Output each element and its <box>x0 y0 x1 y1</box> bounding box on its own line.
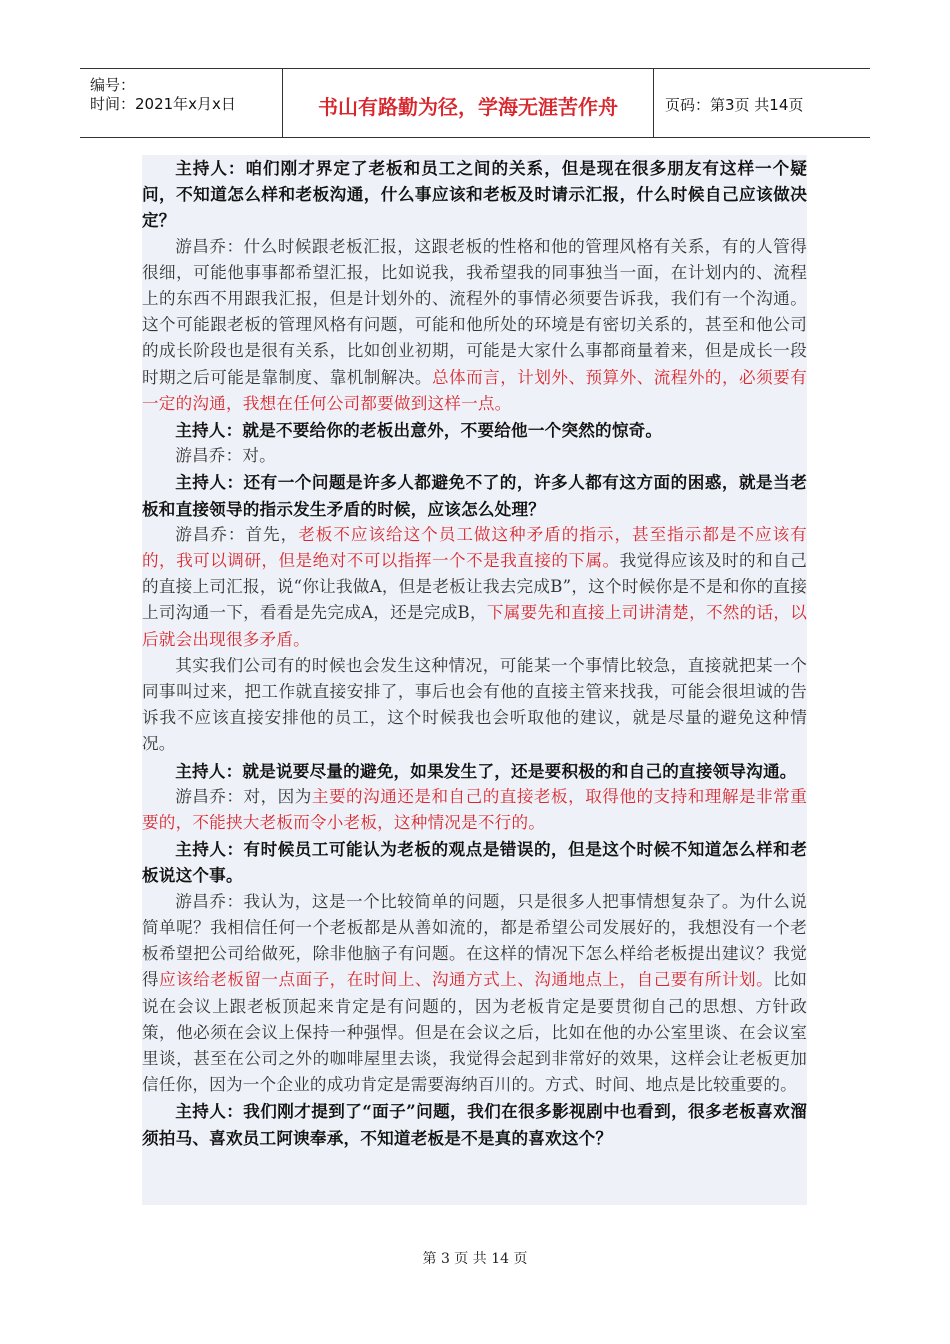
guest-answer <box>142 234 807 417</box>
page-info: 页码：第3页 共14页 <box>665 96 804 114</box>
answer-text: 我觉得应该及时的和自己的直接上司汇报，说“你让我做A，但是老板让我去完成B”，这个时候你是不是和你的直接上司沟通一下，看看是先完成A，还是完成B， <box>142 551 807 623</box>
serial-number-label: 编号： <box>90 76 136 94</box>
answer-text: 游昌乔：什么时候跟老板汇报，这跟老板的性格和他的管理风格有关系，有的人管得很细，可能他事事都希望汇报，比如说我，我希望我的同事独当一面，在计划内的、流程上的东西不用跟我汇报，但是计划外的、流程外的事情必须要告诉我，我们有一个沟通。这个可能跟老板的管理风格有问题，可能和他所处的环境是有密切关系的，甚至和他公司的成长阶段也是很有关系，比如创业初期，可能是大家什么事都商量着来，但是成长一段时期之后可能是靠制度、靠机制解决。 <box>142 236 807 387</box>
answer-text: 游昌乔：我认为，这是一个比较简单的问题，只是很多人把事情想复杂了。为什么说简单呢？我相信任何一个老板都是从善如流的，都是希望公司发展好的，我想没有一个老板希望把公司给做死，除非他脑子有问题。在这样的情况下怎么样给老板提出建议？我觉得 <box>142 891 807 990</box>
answer-text: 比如说在会议上跟老板顶起来肯定是有问题的，因为老板肯定是要贯彻自己的思想、方针政策，他必须在会议上保持一种强悍。但是在会议之后，比如在他的办公室里谈、在会议室里谈，甚至在公司之外的咖啡屋里去谈，我觉得会起到非常好的效果，这样会让老板更加信任你，因为一个企业的成功肯定是需要海纳百川的。方式、时间、地点是比较重要的。 <box>142 970 807 1095</box>
guest-answer: 游昌乔：对。 <box>175 446 276 466</box>
guest-answer: 其实我们公司有的时候也会发生这种情况，可能某一个事情比较急，直接就把某一个同事叫过来，把工作就直接安排了，事后也会有他的直接主管来找我，可能会很坦诚的告诉我不应该直接安排他的员工，这个时候我也会听取他的建议，就是尽量的避免这种情况。 <box>142 655 807 754</box>
host-question: 主持人：咱们刚才界定了老板和员工之间的关系，但是现在很多朋友有这样一个疑问，不知道怎么样和老板沟通，什么事应该和老板及时请示汇报，什么时候自己应该做决定？ <box>142 158 807 231</box>
highlighted-text: 下属要先和直接上司讲清楚，不然的话，以后就会出现很多矛盾。 <box>142 603 807 649</box>
header-table <box>80 68 870 138</box>
host-question: 主持人：还有一个问题是许多人都避免不了的，许多人都有这方面的困惑，就是当老板和直接领导的指示发生矛盾的时候，应该怎么处理？ <box>142 472 807 519</box>
page-footer: 第 3 页 共 14 页 <box>422 1251 528 1267</box>
host-question: 主持人：我们刚才提到了“面子”问题，我们在很多影视剧中也看到，很多老板喜欢溜须拍马、喜欢员工阿谀奉承，不知道老板是不是真的喜欢这个？ <box>142 1101 807 1148</box>
answer-text: 游昌乔：首先， <box>175 524 299 544</box>
host-question: 主持人：就是不要给你的老板出意外，不要给他一个突然的惊奇。 <box>175 420 663 441</box>
header-page-cell <box>655 69 870 137</box>
host-question: 主持人：就是说要尽量的避免，如果发生了，还是要积极的和自己的直接领导沟通。 <box>175 760 797 781</box>
time-label: 时间：2021年x月x日 <box>90 95 236 113</box>
motto: 书山有路勤为径，学海无涯苦作舟 <box>318 95 618 119</box>
guest-answer <box>142 889 807 1099</box>
guest-answer <box>142 522 807 653</box>
highlighted-text: 应该给老板留一点面子，在时间上、沟通方式上、沟通地点上，自己要有所计划。 <box>159 970 774 990</box>
document-body <box>142 155 807 1205</box>
header-motto-cell <box>283 69 654 137</box>
highlighted-text: 主要的沟通还是和自己的直接老板，取得他的支持和理解是非常重要的，不能挟大老板而令小老板，这种情况是不行的。 <box>142 786 807 833</box>
highlighted-text: 老板不应该给这个员工做这种矛盾的指示，甚至指示都是不应该有的，我可以调研，但是绝对不可以指挥一个不是我直接的下属。 <box>142 524 807 571</box>
answer-text: 游昌乔：对，因为 <box>175 786 312 806</box>
guest-answer <box>142 784 807 836</box>
header-meta-cell <box>80 69 283 137</box>
highlighted-text: 总体而言，计划外、预算外、流程外的，必须要有一定的沟通，我想在任何公司都要做到这样一点。 <box>142 367 807 413</box>
host-question: 主持人：有时候员工可能认为老板的观点是错误的，但是这个时候不知道怎么样和老板说这个事。 <box>142 839 807 886</box>
